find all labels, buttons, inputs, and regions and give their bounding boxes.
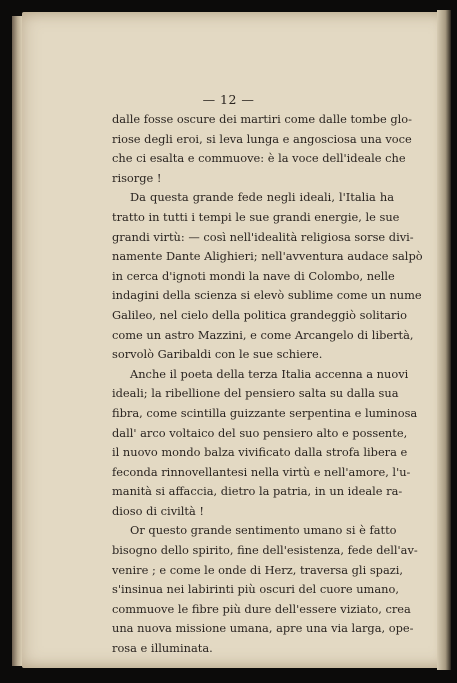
text-line: Anche il poeta della terza Italia accenna a nuovi bbox=[130, 366, 409, 381]
text-line: riose degli eroi, si leva lunga e angosciosa una voce bbox=[112, 131, 412, 146]
page-number: — 12 — bbox=[202, 92, 255, 107]
text-line: dall' arco voltaico del suo pensiero alto e possente, bbox=[112, 425, 408, 440]
paragraph-4 bbox=[112, 521, 418, 658]
text-line: rosa e illuminata. bbox=[112, 641, 213, 656]
page-right-edge bbox=[437, 10, 451, 670]
text-line: venire ; e come le onde di Herz, traversa gli spazi, bbox=[112, 562, 404, 577]
text-line: bisogno dello spirito, fine dell'esistenza, fede dell'av- bbox=[112, 543, 418, 558]
paragraph-1 bbox=[112, 110, 413, 188]
text-line: commuove le fibre più dure dell'essere viziato, crea bbox=[112, 601, 411, 616]
text-line: il nuovo mondo balza vivificato dalla strofa libera e bbox=[112, 445, 408, 460]
text-line: una nuova missione umana, apre una via larga, ope- bbox=[112, 621, 414, 636]
text-line: tratto in tutti i tempi le sue grandi energie, le sue bbox=[112, 209, 400, 224]
text-line: indagini della scienza si elevò sublime come un nume bbox=[112, 288, 422, 303]
text-line: dioso di civiltà ! bbox=[112, 503, 204, 518]
text-line: come un astro Mazzini, e come Arcangelo di libertà, bbox=[112, 327, 414, 342]
text-line: fibra, come scintilla guizzante serpentina e luminosa bbox=[112, 405, 418, 420]
text-line: grandi virtù: — così nell'idealità religiosa sorse divi- bbox=[112, 229, 414, 244]
text-line: feconda rinnovellantesi nella virtù e nell'amore, l'u- bbox=[112, 464, 411, 479]
paragraph-3 bbox=[112, 365, 418, 522]
paragraph-2 bbox=[112, 188, 423, 364]
text-line: Galileo, nel cielo della politica grandeggiò solitario bbox=[112, 307, 407, 322]
text-line: s'insinua nei labirinti più oscuri del cuore umano, bbox=[112, 582, 399, 597]
body-text bbox=[112, 110, 423, 659]
text-line: che ci esalta e commuove: è la voce dell'ideale che bbox=[112, 151, 406, 166]
text-line: Or questo grande sentimento umano si è fatto bbox=[130, 523, 397, 538]
text-line: ideali; la ribellione del pensiero salta su dalla sua bbox=[112, 386, 399, 401]
text-line: in cerca d'ignoti mondi la nave di Colombo, nelle bbox=[112, 268, 395, 283]
text-line: sorvolò Garibaldi con le sue schiere. bbox=[112, 347, 323, 362]
text-line: manità si affaccia, dietro la patria, in un ideale ra- bbox=[112, 484, 403, 499]
text-line: Da questa grande fede negli ideali, l'Italia ha bbox=[130, 190, 394, 205]
text-line: dalle fosse oscure dei martiri come dalle tombe glo- bbox=[112, 112, 413, 126]
text-line: namente Dante Alighieri; nell'avventura audace salpò bbox=[112, 249, 423, 264]
text-line: risorge ! bbox=[112, 170, 162, 185]
